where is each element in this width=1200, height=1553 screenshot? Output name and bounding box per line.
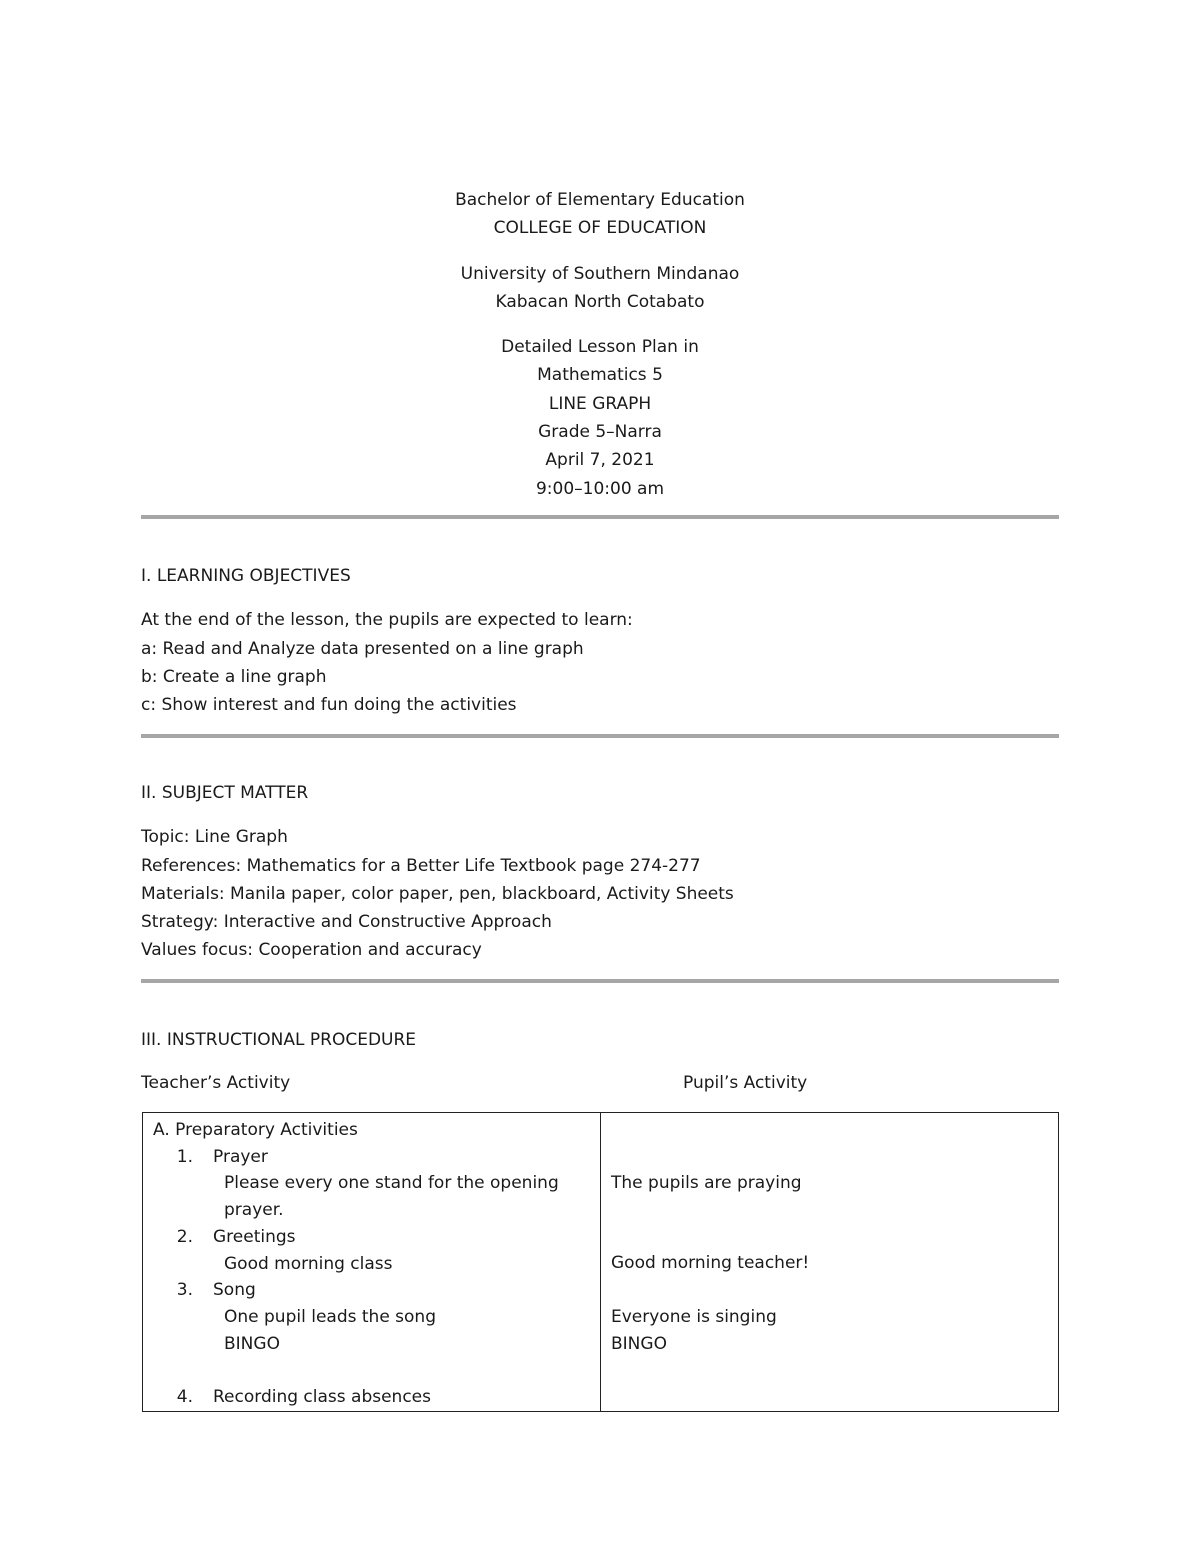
divider bbox=[141, 979, 1059, 983]
pupil-line: BINGO bbox=[611, 1333, 667, 1354]
pupil-line: The pupils are praying bbox=[611, 1173, 802, 1194]
objective-item: b: Create a line graph bbox=[141, 666, 327, 687]
list-item: 3. Song bbox=[176, 1280, 256, 1301]
plan-title: Detailed Lesson Plan in bbox=[501, 337, 699, 358]
divider bbox=[141, 734, 1059, 738]
subject-line: Topic: Line Graph bbox=[141, 827, 288, 848]
college-name: COLLEGE OF EDUCATION bbox=[493, 218, 707, 239]
activity-column-headers bbox=[141, 1069, 1059, 1097]
subject-name: Mathematics 5 bbox=[537, 365, 663, 386]
teacher-line: Please every one stand for the opening prayer. bbox=[224, 1173, 559, 1221]
subject-line: References: Mathematics for a Better Life Textbook page 274-277 bbox=[141, 855, 701, 876]
objectives-section bbox=[141, 562, 1059, 719]
teacher-line: Good morning class bbox=[224, 1253, 393, 1274]
teacher-line: BINGO bbox=[224, 1333, 280, 1354]
section-heading: I. LEARNING OBJECTIVES bbox=[141, 566, 351, 586]
list-item: 4. Recording class absences bbox=[176, 1387, 431, 1408]
lesson-time: 9:00–10:00 am bbox=[535, 478, 665, 499]
objective-item: c: Show interest and fun doing the activities bbox=[141, 695, 517, 716]
subject-matter-section bbox=[141, 779, 1059, 965]
pupil-line: Everyone is singing bbox=[611, 1306, 777, 1327]
pupil-line: Good morning teacher! bbox=[611, 1253, 810, 1274]
pupil-activity-cell bbox=[601, 1113, 1059, 1412]
lesson-topic: LINE GRAPH bbox=[548, 393, 652, 414]
procedure-table bbox=[142, 1112, 1059, 1412]
university-location: Kabacan North Cotabato bbox=[495, 291, 705, 312]
section-heading: III. INSTRUCTIONAL PROCEDURE bbox=[141, 1030, 417, 1050]
subject-line: Values focus: Cooperation and accuracy bbox=[141, 940, 482, 961]
preparatory-title: A. Preparatory Activities bbox=[153, 1120, 358, 1140]
subject-line: Materials: Manila paper, color paper, pen, blackboard, Activity Sheets bbox=[141, 883, 734, 904]
subject-line: Strategy: Interactive and Constructive Approach bbox=[141, 912, 552, 933]
objective-item: a: Read and Analyze data presented on a line graph bbox=[141, 638, 584, 659]
pupil-activity-header: Pupil’s Activity bbox=[683, 1073, 808, 1093]
procedure-section bbox=[141, 1026, 1059, 1054]
lesson-date: April 7, 2021 bbox=[545, 450, 655, 471]
table-row bbox=[143, 1113, 1059, 1412]
teacher-activity-cell bbox=[143, 1113, 601, 1412]
divider bbox=[141, 515, 1059, 519]
grade-section: Grade 5–Narra bbox=[538, 422, 662, 443]
objectives-intro: At the end of the lesson, the pupils are expected to learn: bbox=[141, 610, 633, 631]
university-name: University of Southern Mindanao bbox=[460, 263, 740, 284]
document-header bbox=[0, 186, 1200, 503]
teacher-activity-header: Teacher’s Activity bbox=[141, 1073, 291, 1093]
list-item: 2. Greetings bbox=[176, 1226, 296, 1247]
teacher-line: One pupil leads the song bbox=[224, 1306, 437, 1327]
list-item: 1. Prayer bbox=[176, 1146, 268, 1167]
program-name: Bachelor of Elementary Education bbox=[455, 190, 745, 210]
section-heading: II. SUBJECT MATTER bbox=[141, 783, 309, 803]
